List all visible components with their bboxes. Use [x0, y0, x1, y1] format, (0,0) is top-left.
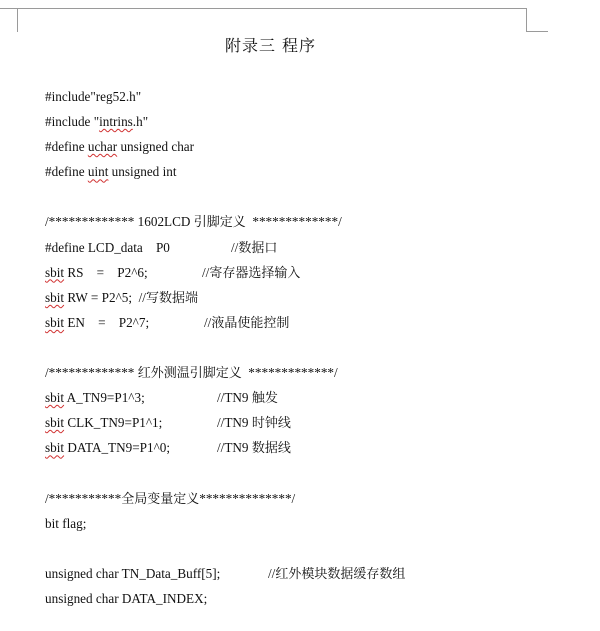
spellcheck-word: sbit: [45, 264, 65, 280]
code-text-part: 引脚定义: [193, 215, 246, 231]
code-line: [45, 511, 565, 536]
code-text: [45, 209, 342, 235]
code-text-part: //: [268, 565, 276, 581]
code-text: unsigned char DATA_INDEX;: [45, 590, 208, 606]
code-text-part: unsigned char: [117, 139, 195, 155]
code-line: [45, 486, 565, 511]
code-text-part: *************/: [241, 365, 338, 381]
code-text-part: RW = P2^5; //: [64, 289, 146, 305]
code-comment: [231, 235, 277, 261]
code-text-part: #include ": [45, 114, 100, 130]
code-text-part: *************/: [245, 214, 342, 230]
code-line: [45, 235, 565, 260]
code-line: [45, 159, 565, 184]
code-text-part: 寄存器选择输入: [209, 265, 301, 281]
code-comment: [217, 410, 291, 436]
code-line: [45, 360, 565, 385]
code-text-part: CLK_TN9=P1^1;: [64, 415, 163, 431]
code-text: #define LCD_data P0: [45, 239, 170, 255]
code-text: [45, 310, 149, 335]
code-text-part: 红外模块数据缓存数组: [275, 566, 406, 582]
code-text-part: 数据口: [238, 240, 278, 256]
code-comment: [202, 260, 300, 286]
code-text: [45, 285, 198, 311]
code-line: [45, 84, 565, 109]
code-line: [45, 109, 565, 134]
code-text-part: #define: [45, 139, 88, 155]
code-line: [45, 310, 565, 335]
code-text-part: 时钟线: [251, 416, 291, 432]
code-text: [45, 134, 194, 159]
code-text-part: RS = P2^6;: [64, 264, 148, 280]
blank-line: [45, 536, 565, 561]
code-line: [45, 134, 565, 159]
code-text-part: DATA_TN9=P1^0;: [64, 440, 171, 456]
code-text: [45, 260, 148, 285]
code-text-part: .h": [132, 114, 149, 130]
code-text: bit flag;: [45, 515, 87, 531]
spellcheck-word: uint: [87, 164, 109, 180]
spellcheck-word: sbit: [45, 440, 65, 456]
code-text: [45, 486, 295, 512]
code-text-part: unsigned int: [108, 164, 177, 180]
code-comment: [268, 561, 405, 587]
code-text-part: //TN9: [217, 390, 252, 406]
code-text-part: //: [202, 264, 210, 280]
code-text-part: A_TN9=P1^3;: [64, 390, 145, 406]
blank-line: [45, 184, 565, 209]
code-text-part: /*************: [45, 365, 138, 381]
code-text-part: //: [204, 314, 212, 330]
spellcheck-word: uchar: [87, 139, 118, 155]
code-text-part: 数据线: [251, 441, 291, 457]
code-text: [45, 435, 170, 460]
page-top-border: [17, 8, 526, 9]
code-text-part: 写数据端: [145, 290, 198, 306]
code-text: [45, 360, 338, 386]
code-text: [45, 410, 162, 435]
code-line: [45, 410, 565, 435]
code-text-part: 全局变量定义: [121, 491, 200, 507]
code-text-part: /***********: [45, 490, 122, 506]
spellcheck-word: sbit: [45, 390, 65, 406]
code-text: [45, 109, 148, 134]
code-text-part: //: [231, 239, 239, 255]
code-line: [45, 435, 565, 460]
code-text: unsigned char TN_Data_Buff[5];: [45, 565, 221, 581]
spellcheck-word: sbit: [45, 314, 65, 330]
code-text: [45, 159, 177, 184]
code-text-part: EN = P2^7;: [64, 314, 150, 330]
code-text-part: 触发: [251, 391, 278, 407]
code-line: [45, 385, 565, 410]
code-text: #include"reg52.h": [45, 89, 142, 104]
code-line: [45, 209, 565, 234]
code-text-part: //TN9: [217, 440, 252, 456]
spellcheck-word: sbit: [45, 415, 65, 431]
code-comment: [217, 385, 278, 411]
code-text-part: #define: [45, 164, 88, 180]
code-text-part: **************/: [199, 490, 296, 506]
code-line: [45, 586, 565, 611]
code-text-part: 红外测温引脚定义: [137, 366, 242, 382]
code-block: [45, 84, 565, 611]
code-line: [45, 260, 565, 285]
code-line: [45, 561, 565, 586]
spellcheck-word: sbit: [45, 289, 65, 305]
code-text-part: /************* 1602LCD: [45, 214, 194, 230]
code-text: [45, 385, 145, 410]
page-corner-mark-right-h: [526, 31, 548, 32]
blank-line: [45, 335, 565, 360]
code-text-part: 液晶使能控制: [211, 315, 290, 331]
page-corner-mark-left: [0, 8, 18, 32]
code-comment: [204, 310, 289, 336]
blank-line: [45, 460, 565, 485]
code-text-part: //TN9: [217, 415, 252, 431]
page-corner-mark-right: [526, 8, 549, 31]
spellcheck-word: intrins: [99, 114, 133, 130]
code-line: [45, 285, 565, 310]
code-comment: [217, 435, 291, 461]
page-title: 附录三 程序: [224, 36, 317, 55]
